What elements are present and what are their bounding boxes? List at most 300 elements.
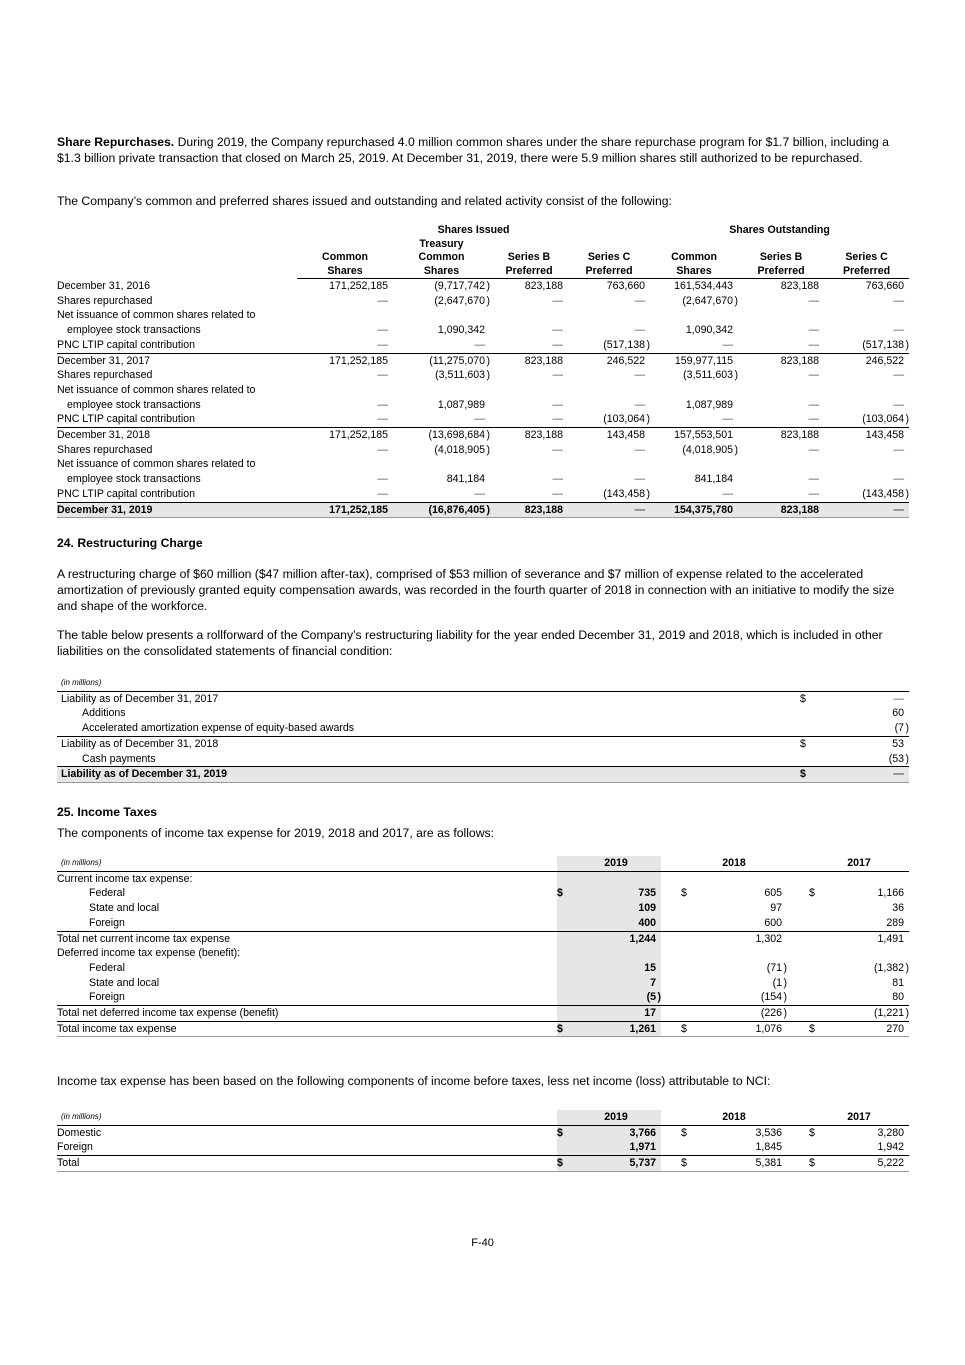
value: (103,064 [603, 413, 646, 426]
row-label-line: employee stock transactions [67, 398, 201, 411]
value: 1,302 [755, 932, 783, 945]
table-row [57, 706, 909, 721]
value: (2,647,670 [682, 294, 734, 307]
value-cell [490, 383, 568, 412]
value-cell [650, 308, 738, 337]
value: 1,166 [877, 887, 905, 900]
value-cell [650, 457, 738, 486]
dollar-sign: $ [557, 1125, 571, 1140]
value: — [808, 338, 820, 351]
value: 1,845 [755, 1141, 783, 1154]
value: 1,942 [877, 1141, 905, 1154]
dollar-sign: $ [681, 887, 687, 900]
paren: ) [734, 369, 739, 382]
value: 5,381 [755, 1157, 783, 1170]
row-label: Deferred income tax expense (benefit): [57, 947, 241, 960]
value: — [552, 413, 563, 426]
row-label: Total [57, 1156, 557, 1172]
dollar-sign: $ [557, 886, 571, 901]
year-2019: 2019 [571, 856, 661, 871]
row-label: Domestic [57, 1126, 102, 1139]
value-cell [738, 428, 824, 443]
restructuring-para1: A restructuring charge of $60 million ($47 million after-tax), comprised of $53 million of severance and $7 million of expense related to the accelerated amortization of previously granted equity compensation awards, was recorded in the fourth quarter of 2018 in connection with an initiative to modify the size and shape of the workforce. [57, 567, 895, 613]
value-cell [650, 294, 738, 309]
value: 7 [650, 976, 656, 989]
value: 1,090,342 [685, 324, 734, 337]
paren: ) [905, 487, 910, 500]
value: 823,188 [524, 354, 563, 367]
dollar-sign [557, 1006, 571, 1022]
value: — [634, 324, 646, 337]
value: 600 [764, 916, 783, 929]
value-cell [821, 1021, 909, 1037]
paren: ) [657, 991, 661, 1004]
paren: ) [734, 443, 739, 456]
value: — [552, 443, 563, 456]
value: 161,534,443 [674, 280, 734, 292]
value-cell [693, 1006, 787, 1022]
value: — [808, 473, 820, 486]
dollar-sign [557, 1140, 571, 1155]
value-cell [693, 961, 787, 976]
dollar-sign: $ [681, 1126, 687, 1139]
dollar-sign [557, 976, 571, 991]
value-cell [571, 990, 661, 1005]
shares-intro: The Company’s common and preferred shares issued and outstanding and related activity consist of the following: [57, 194, 672, 208]
value-cell [490, 353, 568, 368]
value-cell [738, 383, 824, 412]
value-cell [821, 916, 909, 931]
header-line: Common [322, 251, 368, 263]
value: — [634, 503, 646, 516]
value-cell [568, 502, 650, 518]
group-shares-issued: Shares Issued [437, 224, 510, 236]
paren: ) [905, 413, 910, 426]
value: 1,244 [629, 932, 656, 945]
value-cell [490, 428, 568, 443]
value: 823,188 [524, 429, 563, 442]
header-line: Preferred [505, 264, 553, 277]
value: — [893, 324, 905, 337]
table-row [57, 338, 909, 353]
value: — [893, 398, 905, 411]
value-cell [650, 368, 738, 383]
value: — [808, 398, 820, 411]
value-cell [650, 412, 738, 427]
header-line: Series C [587, 251, 631, 263]
value: — [474, 487, 485, 500]
value-cell [738, 308, 824, 337]
value: 17 [644, 1007, 656, 1020]
value-cell [297, 383, 393, 412]
shares-col-header [393, 238, 490, 279]
paren: ) [905, 1007, 910, 1020]
value: — [808, 443, 820, 456]
table-row [57, 487, 909, 502]
shares-col-header [568, 238, 650, 279]
value: 171,252,185 [329, 429, 388, 442]
value: — [552, 473, 563, 486]
row-label: Total income tax expense [57, 1021, 557, 1037]
dollar-sign: $ [773, 691, 833, 706]
value: 763,660 [606, 280, 646, 292]
value-cell [297, 338, 393, 353]
value: 3,280 [877, 1126, 905, 1139]
value: 823,188 [780, 429, 820, 442]
value-cell [650, 338, 738, 353]
row-label: Cash payments [82, 752, 156, 765]
row-label: Total net deferred income tax expense (benefit) [57, 1006, 557, 1022]
value-cell [490, 294, 568, 309]
row-label-line: December 31, 2016 [57, 280, 151, 292]
row-label-line: PNC LTIP capital contribution [57, 413, 195, 426]
value-cell [490, 457, 568, 486]
value-cell [490, 412, 568, 427]
table-row [57, 767, 909, 783]
income-taxes-heading: 25. Income Taxes [57, 805, 158, 819]
value: (9,717,742 [434, 280, 485, 292]
value-cell [568, 412, 650, 427]
value-cell [738, 412, 824, 427]
value: — [893, 503, 905, 516]
row-label: Additions [82, 707, 126, 720]
value-cell [297, 412, 393, 427]
value: 109 [638, 902, 656, 915]
value: 735 [638, 887, 656, 900]
table-row [57, 1156, 909, 1172]
value-cell [571, 1156, 661, 1172]
restructuring-units: (in millions) [61, 678, 102, 687]
value-cell [571, 961, 661, 976]
table-row [57, 961, 909, 976]
value: (4,018,905 [682, 443, 734, 456]
value-cell [571, 1140, 661, 1155]
value: (16,876,405 [428, 503, 485, 516]
header-line: Shares [676, 264, 712, 277]
value: (154 [760, 991, 783, 1004]
header-line: Shares [327, 264, 363, 277]
value-cell [393, 457, 490, 486]
dollar-sign: $ [681, 1021, 693, 1037]
row-label: Foreign [89, 916, 125, 929]
value-cell [393, 338, 490, 353]
value-cell [571, 901, 661, 916]
value: 400 [638, 916, 656, 929]
value-cell [393, 279, 490, 294]
value-cell [571, 886, 661, 901]
value: — [808, 413, 820, 426]
dollar-sign [773, 752, 833, 767]
paren: ) [486, 369, 490, 382]
income-year-2018: 2018 [681, 1110, 787, 1125]
share-repurchases-text: During 2019, the Company repurchased 4.0 million common shares under the share repurchase program for $1.7 billion, including a $1.3 billion private transaction that closed on March 25, 2019. At December 31, 2019, there were 5.9 million shares still authorized to be repurchased. [57, 135, 889, 165]
value: 60 [892, 707, 904, 720]
value-cell [821, 1125, 909, 1140]
value-cell [693, 931, 787, 946]
row-label [57, 279, 297, 294]
value-cell [393, 487, 490, 502]
row-label: State and local [89, 976, 160, 989]
table-row [57, 691, 909, 706]
value-cell [738, 338, 824, 353]
value-cell [824, 294, 909, 309]
value-cell [738, 487, 824, 502]
value: — [377, 369, 388, 382]
table-row [57, 1140, 909, 1155]
dollar-sign [681, 901, 693, 916]
value-cell [568, 443, 650, 458]
value-cell [833, 706, 909, 721]
row-label: Accelerated amortization expense of equity-based awards [82, 722, 355, 735]
value: 171,252,185 [329, 280, 388, 292]
dollar-sign [773, 721, 833, 736]
shares-col-header [297, 238, 393, 279]
value-cell [833, 767, 909, 783]
row-label [57, 383, 297, 412]
value: — [634, 294, 646, 307]
value: 143,458 [606, 429, 646, 442]
row-label [57, 457, 297, 486]
value: — [377, 473, 388, 486]
value-cell [393, 443, 490, 458]
value-cell [738, 279, 824, 294]
value-cell [821, 901, 909, 916]
value: 841,184 [694, 473, 734, 486]
dollar-sign [681, 961, 693, 976]
value-cell [738, 368, 824, 383]
paren: ) [486, 354, 490, 367]
row-label [57, 487, 297, 502]
table-row [57, 721, 909, 736]
row-label: State and local [89, 902, 160, 915]
value-cell [824, 338, 909, 353]
shares-col-header [738, 238, 824, 279]
dollar-sign: $ [809, 1156, 821, 1172]
value: — [552, 487, 563, 500]
paren: ) [783, 991, 788, 1004]
row-label-line: December 31, 2019 [57, 503, 153, 516]
dollar-sign [557, 931, 571, 946]
value: (226 [760, 1007, 783, 1020]
table-row [57, 736, 909, 751]
table-row [57, 901, 909, 916]
paren: ) [783, 976, 788, 989]
value-cell [650, 353, 738, 368]
value-cell [490, 443, 568, 458]
table-row [57, 931, 909, 946]
row-label [57, 294, 297, 309]
value: (7 [894, 722, 904, 735]
value-cell [568, 457, 650, 486]
row-label: Liability as of December 31, 2018 [57, 736, 773, 751]
value: — [893, 443, 905, 456]
dollar-sign [557, 916, 571, 931]
value: — [377, 338, 388, 351]
table-row [57, 308, 909, 337]
value: 823,188 [780, 354, 820, 367]
dollar-sign [681, 976, 693, 991]
value: 763,660 [865, 280, 905, 292]
dollar-sign [681, 1006, 693, 1022]
table-row [57, 1006, 909, 1022]
value-cell [490, 368, 568, 383]
table-row [57, 916, 909, 931]
value-cell [738, 502, 824, 518]
value-cell [693, 916, 787, 931]
value-cell [568, 487, 650, 502]
value: (53 [888, 752, 904, 765]
value: 97 [770, 902, 783, 915]
value: (517,138 [603, 338, 646, 351]
paren: ) [486, 503, 490, 516]
value: — [552, 338, 563, 351]
value: 5,737 [629, 1157, 656, 1170]
header-line: Treasury [419, 237, 464, 250]
table-row [57, 294, 909, 309]
dollar-sign [809, 1140, 821, 1155]
value: 605 [764, 887, 783, 900]
restructuring-para2: The table below presents a rollforward of the Company’s restructuring liability for the year ended December 31, 2019 and 2018, which is included in other liabilities on the consolidated statements of financial condition: [57, 628, 883, 658]
value: 3,536 [755, 1126, 783, 1139]
value: — [808, 369, 820, 382]
table-row [57, 990, 909, 1005]
income-units: (in millions) [57, 1110, 557, 1125]
value-cell [824, 308, 909, 337]
dollar-sign [557, 901, 571, 916]
paren: ) [646, 487, 651, 500]
value-cell [650, 487, 738, 502]
table-row [57, 886, 909, 901]
value-cell [693, 1156, 787, 1172]
table-row [57, 412, 909, 427]
value-cell [824, 428, 909, 443]
value: (5 [646, 991, 656, 1004]
value-cell [824, 487, 909, 502]
paren: ) [783, 1007, 788, 1020]
value-cell [824, 368, 909, 383]
value-cell [297, 487, 393, 502]
value: — [722, 487, 734, 500]
header-line: Preferred [842, 264, 891, 277]
value-cell [490, 502, 568, 518]
shares-col-header [650, 238, 738, 279]
value: — [552, 369, 563, 382]
row-label [57, 308, 297, 337]
value: 15 [644, 961, 656, 974]
value: 36 [892, 902, 905, 915]
dollar-sign [809, 901, 821, 916]
dollar-sign: $ [773, 736, 833, 751]
value: — [634, 369, 646, 382]
value-cell [650, 279, 738, 294]
row-label-line: December 31, 2017 [57, 354, 151, 367]
value-cell [297, 279, 393, 294]
table-row [57, 457, 909, 486]
value: — [377, 324, 388, 337]
value-cell [738, 353, 824, 368]
header-line: Preferred [757, 264, 805, 277]
paren: ) [486, 443, 490, 456]
value: — [893, 692, 904, 705]
share-repurchases-heading: Share Repurchases. [57, 135, 175, 149]
value: — [893, 294, 905, 307]
header-line: Series C [845, 251, 888, 263]
dollar-sign [557, 961, 571, 976]
value: — [808, 324, 820, 337]
value: (1,221 [873, 1007, 905, 1020]
value-cell [297, 308, 393, 337]
value-cell [693, 1021, 787, 1037]
value: 841,184 [446, 473, 485, 486]
paren: ) [486, 294, 490, 307]
value-cell [833, 736, 909, 751]
value: — [377, 398, 388, 411]
value: 143,458 [865, 429, 905, 442]
dollar-sign [557, 990, 571, 1005]
paren: ) [905, 338, 910, 351]
row-label-line: Net issuance of common shares related to [57, 383, 256, 396]
value: 154,375,780 [674, 503, 734, 516]
value: (103,064 [862, 413, 905, 426]
row-label: Foreign [57, 1141, 93, 1154]
value-cell [571, 1021, 661, 1037]
value: — [634, 473, 646, 486]
dollar-sign: $ [557, 1021, 571, 1037]
value-cell [568, 279, 650, 294]
dollar-sign [809, 990, 821, 1005]
row-label [57, 338, 297, 353]
value: 1,087,989 [685, 398, 734, 411]
value: — [808, 487, 820, 500]
shares-table [57, 224, 909, 518]
value: 1,090,342 [437, 324, 485, 337]
value: 5,222 [877, 1157, 905, 1170]
value: — [474, 338, 485, 351]
value: 823,188 [524, 503, 563, 516]
dollar-sign [681, 1140, 693, 1155]
value-cell [693, 901, 787, 916]
value: 80 [892, 991, 905, 1004]
table-row [57, 368, 909, 383]
value-cell [490, 279, 568, 294]
value-cell [568, 353, 650, 368]
value-cell [393, 412, 490, 427]
table-row [57, 279, 909, 294]
share-repurchases-paragraph [57, 134, 909, 166]
value-cell [393, 353, 490, 368]
value-cell [297, 353, 393, 368]
dollar-sign [809, 976, 821, 991]
dollar-sign [809, 961, 821, 976]
value-cell [824, 502, 909, 518]
dollar-sign [681, 916, 693, 931]
paren: ) [905, 961, 910, 974]
table-row [57, 752, 909, 767]
value-cell [393, 383, 490, 412]
dollar-sign: $ [809, 887, 815, 900]
value-cell [393, 308, 490, 337]
dollar-sign [809, 916, 821, 931]
value: 289 [886, 916, 905, 929]
value-cell [821, 1156, 909, 1172]
table-row [57, 383, 909, 412]
paren: ) [646, 413, 651, 426]
value-cell [650, 428, 738, 443]
value: 81 [892, 976, 905, 989]
income-components-intro: Income tax expense has been based on the following components of income before taxes, less net income (loss) attributable to NCI: [57, 1074, 771, 1088]
value-cell [297, 502, 393, 518]
value: 1,971 [629, 1141, 656, 1154]
